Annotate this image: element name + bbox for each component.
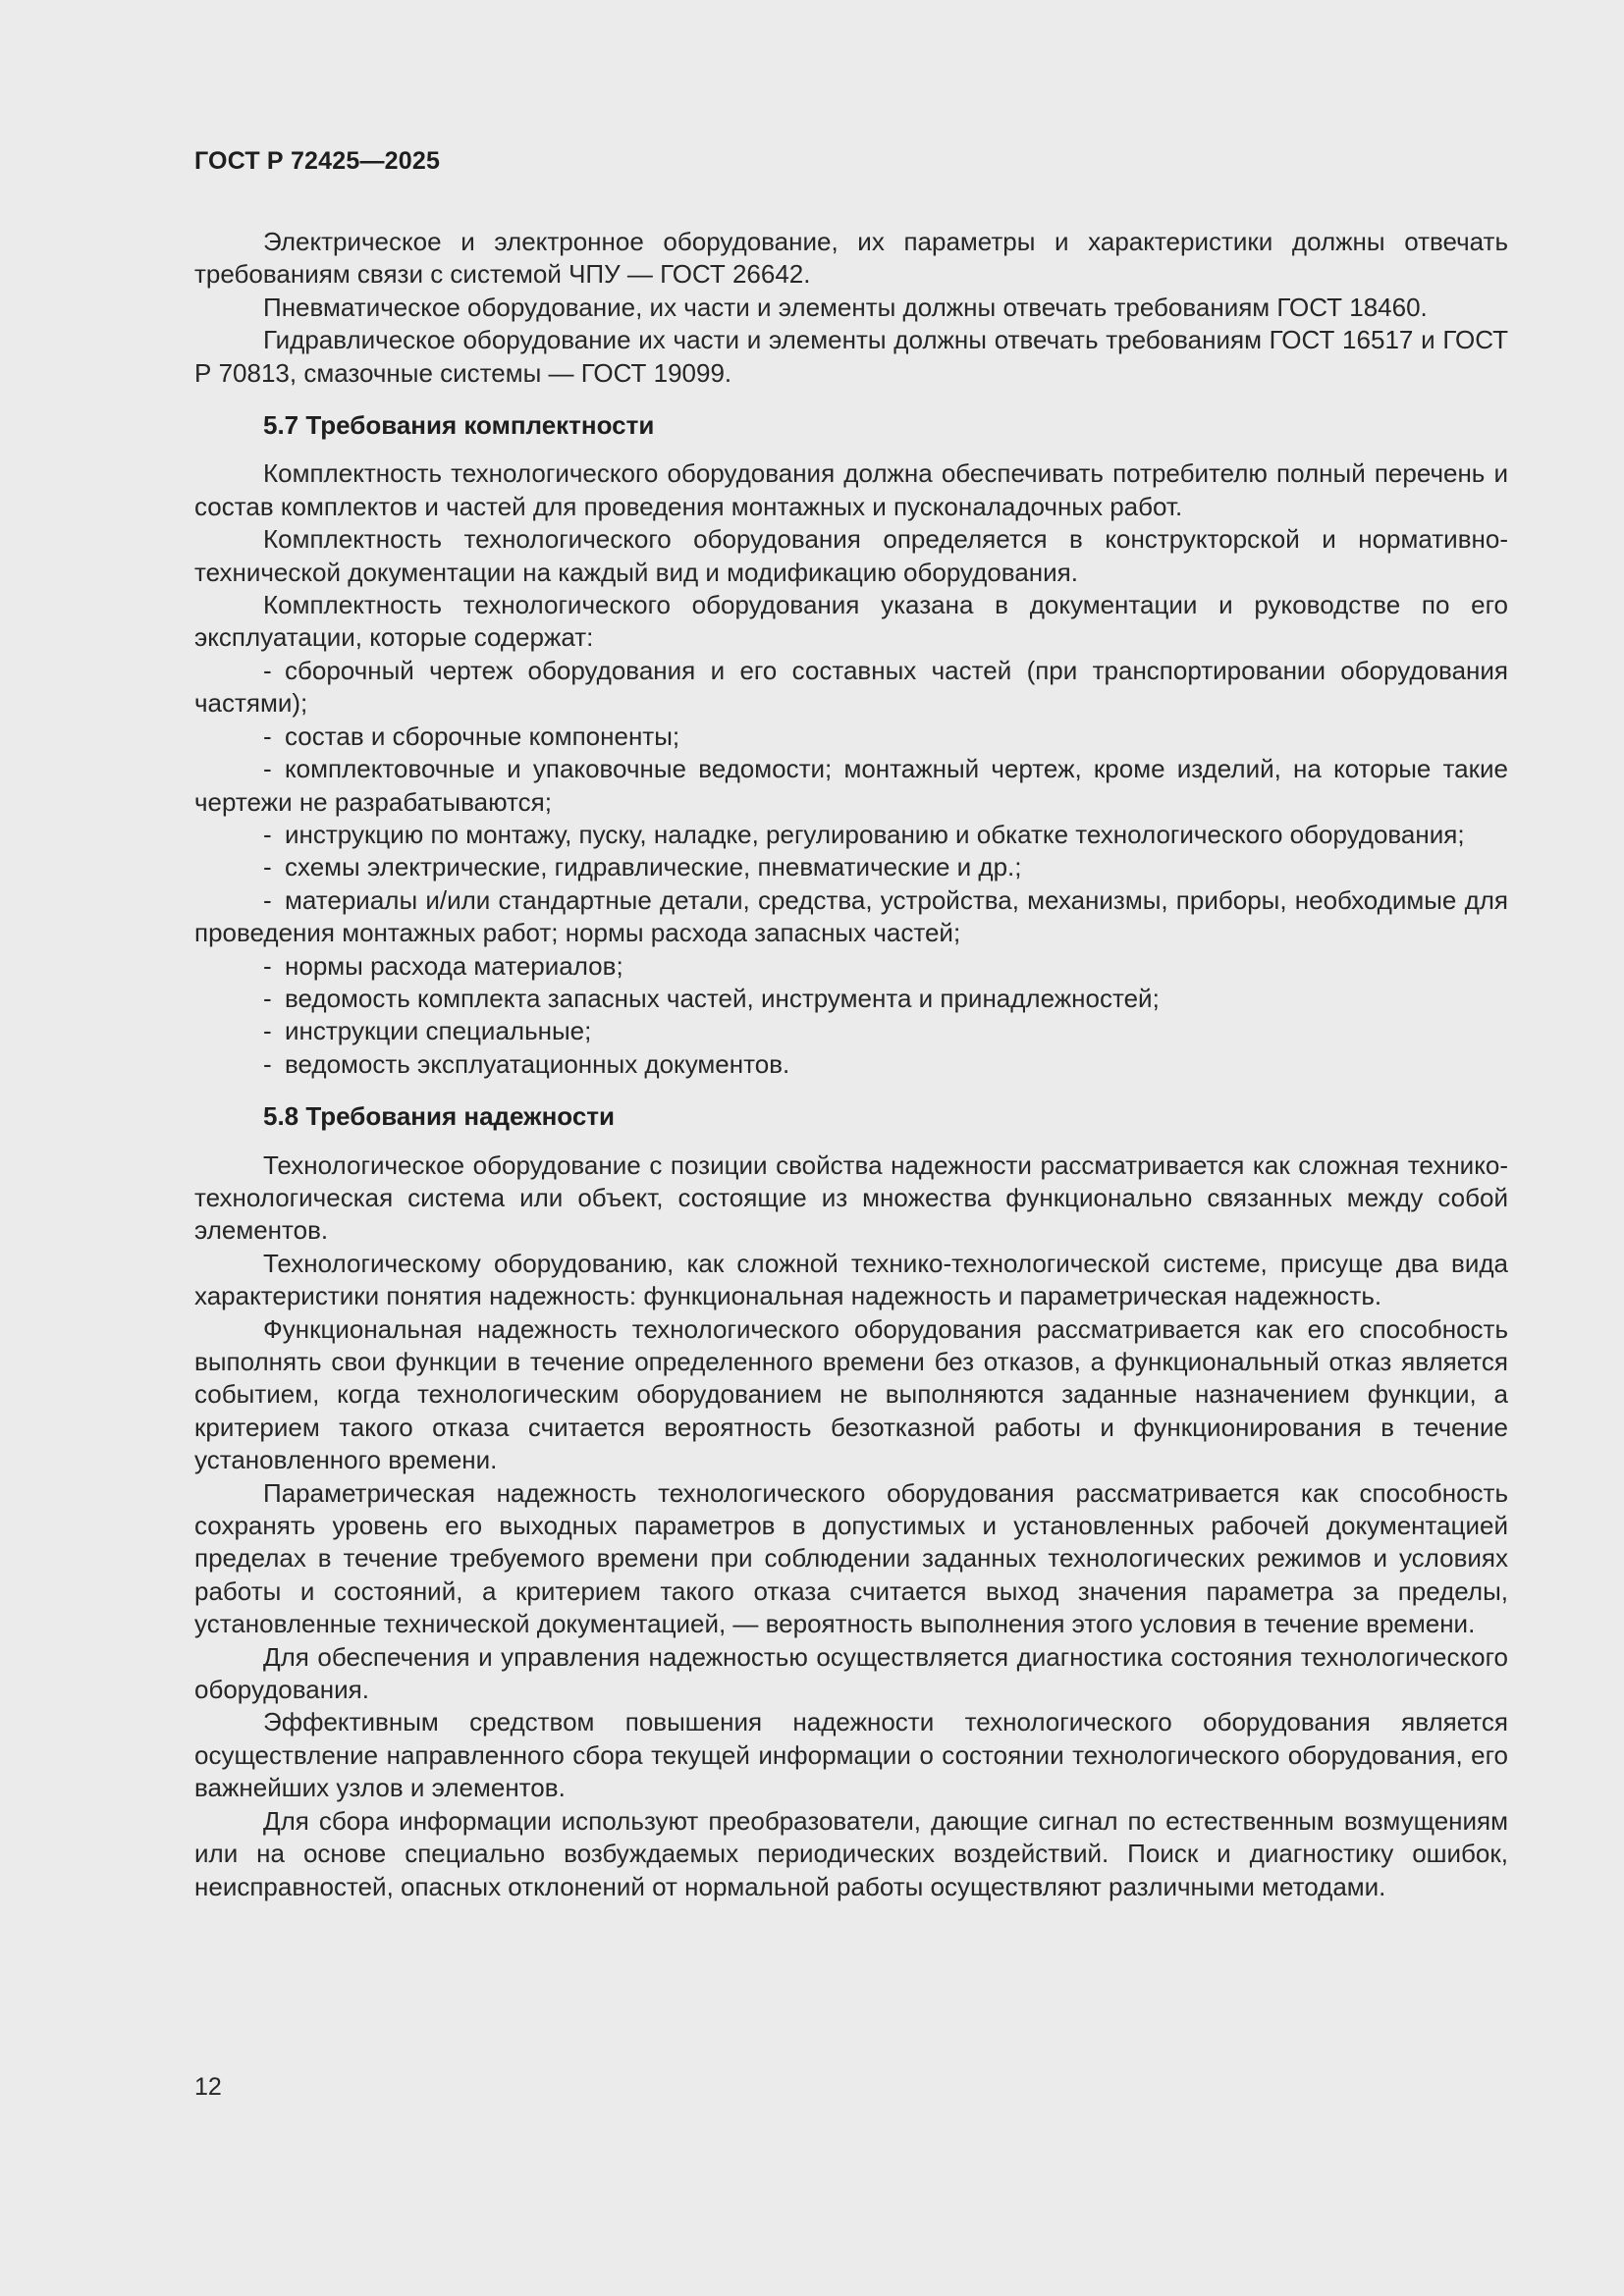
list-item bbox=[194, 884, 1508, 950]
list-item bbox=[194, 721, 1508, 753]
list-dash: - bbox=[263, 950, 272, 981]
section-5-8-paragraph: Для сбора информации используют преобразователи, дающие сигнал по естественным возмущениям или на основе специально возбуждаемых периодических воздействий. Поиск и диагностику ошибок, неисправностей, опасных отклонений от нормальной работы осуществляют различными методами. bbox=[194, 1805, 1508, 1901]
section-5-7-paragraph: Комплектность технологического оборудования должна обеспечивать потребителю полный перечень и состав комплектов и частей для проведения монтажных и пусконаладочных работ. bbox=[194, 458, 1508, 521]
section-heading-5-8: 5.8 Требования надежности bbox=[263, 1101, 616, 1132]
intro-paragraph: Гидравлическое оборудование их части и элементы должны отвечать требованиям ГОСТ 16517 и ГОСТ Р 70813, смазочные системы — ГОСТ 19099. bbox=[194, 325, 1508, 388]
list-item-text: инструкции специальные; bbox=[285, 1016, 592, 1046]
list-dash: - bbox=[263, 754, 272, 784]
section-5-7-paragraph: Комплектность технологического оборудования определяется в конструкторской и нормативно-технической документации на каждый вид и модификацию оборудования. bbox=[194, 524, 1508, 587]
list-item-text: нормы расхода материалов; bbox=[285, 950, 623, 981]
list-item bbox=[194, 983, 1508, 1015]
list-dash: - bbox=[263, 1048, 272, 1079]
list-item bbox=[194, 1048, 1508, 1081]
intro-paragraph: Электрическое и электронное оборудование, их параметры и характеристики должны отвечать требованиям связи с системой ЧПУ — ГОСТ 26642. bbox=[194, 227, 1508, 290]
list-item bbox=[194, 1015, 1508, 1047]
list-dash: - bbox=[263, 819, 272, 849]
section-heading-5-7: 5.7 Требования комплектности bbox=[263, 410, 655, 441]
list-item-text: материалы и/или стандартные детали, средства, устройства, механизмы, приборы, необходимые для проведения монтажных работ; нормы расхода запасных частей; bbox=[194, 884, 1508, 948]
list-item-text: сборочный чертеж оборудования и его составных частей (при транспортировании оборудования частями); bbox=[194, 655, 1508, 719]
list-item bbox=[194, 950, 1508, 983]
list-item-text: инструкцию по монтажу, пуску, наладке, регулированию и обкатке технологического оборудования; bbox=[285, 819, 1465, 849]
section-5-8-paragraph: Функциональная надежность технологического оборудования рассматривается как его способность выполнять свои функции в течение определенного времени без отказов, а функциональный отказ является событием, когда технологическим оборудованием не выполняются заданные назначением функции, а критерием такого отказа считается вероятность безотказной работы и функционирования в течение установленного времени. bbox=[194, 1313, 1508, 1475]
section-5-8-paragraph: Параметрическая надежность технологического оборудования рассматривается как способность сохранять уровень его выходных параметров в допустимых и установленных рабочей документацией пределах в течение требуемого времени при соблюдении заданных технологических режимов и условиях работы и состояний, а критерием такого отказа считается выход значения параметра за пределы, установленные технической документацией, — вероятность выполнения этого условия в течение времени. bbox=[194, 1477, 1508, 1639]
document-body bbox=[194, 226, 1508, 1903]
section-5-8-paragraph: Технологическое оборудование с позиции свойства надежности рассматривается как сложная технико-технологическая система или объект, состоящие из множества функционально связанных между собой элементов. bbox=[194, 1149, 1508, 1246]
list-dash: - bbox=[263, 1016, 272, 1046]
list-dash: - bbox=[263, 852, 272, 882]
list-dash: - bbox=[263, 884, 272, 915]
section-5-7-paragraph: Комплектность технологического оборудования указана в документации и руководстве по его эксплуатации, которые содержат: bbox=[194, 590, 1508, 653]
section-5-8-paragraph: Эффективным средством повышения надежности технологического оборудования является осуществление направленного сбора текущей информации о состоянии технологического оборудования, его важнейших узлов и элементов. bbox=[194, 1707, 1508, 1803]
list-item-text: комплектовочные и упаковочные ведомости; монтажный чертеж, кроме изделий, на которые такие чертежи не разрабатываются; bbox=[194, 754, 1508, 817]
list-item bbox=[194, 851, 1508, 883]
section-5-8-paragraph: Для обеспечения и управления надежностью осуществляется диагностика состояния технологического оборудования. bbox=[194, 1641, 1508, 1705]
document-header: ГОСТ Р 72425—2025 bbox=[194, 147, 441, 175]
list-item bbox=[194, 819, 1508, 851]
list-dash: - bbox=[263, 655, 272, 685]
list-dash: - bbox=[263, 983, 272, 1013]
list-item bbox=[194, 753, 1508, 819]
list-item-text: ведомость эксплуатационных документов. bbox=[285, 1048, 790, 1079]
list-item-text: схемы электрические, гидравлические, пневматические и др.; bbox=[285, 852, 1022, 882]
list-item bbox=[194, 655, 1508, 721]
intro-paragraph: Пневматическое оборудование, их части и элементы должны отвечать требованиям ГОСТ 18460. bbox=[263, 292, 1428, 322]
document-page bbox=[194, 0, 1508, 2296]
page-number: 12 bbox=[194, 2073, 222, 2101]
list-dash: - bbox=[263, 721, 272, 751]
list-item-text: ведомость комплекта запасных частей, инструмента и принадлежностей; bbox=[285, 983, 1160, 1013]
list-item-text: состав и сборочные компоненты; bbox=[285, 721, 680, 751]
section-5-8-paragraph: Технологическому оборудованию, как сложной технико-технологической системе, присуще два вида характеристики понятия надежность: функциональная надежность и параметрическая надежность. bbox=[194, 1248, 1508, 1311]
